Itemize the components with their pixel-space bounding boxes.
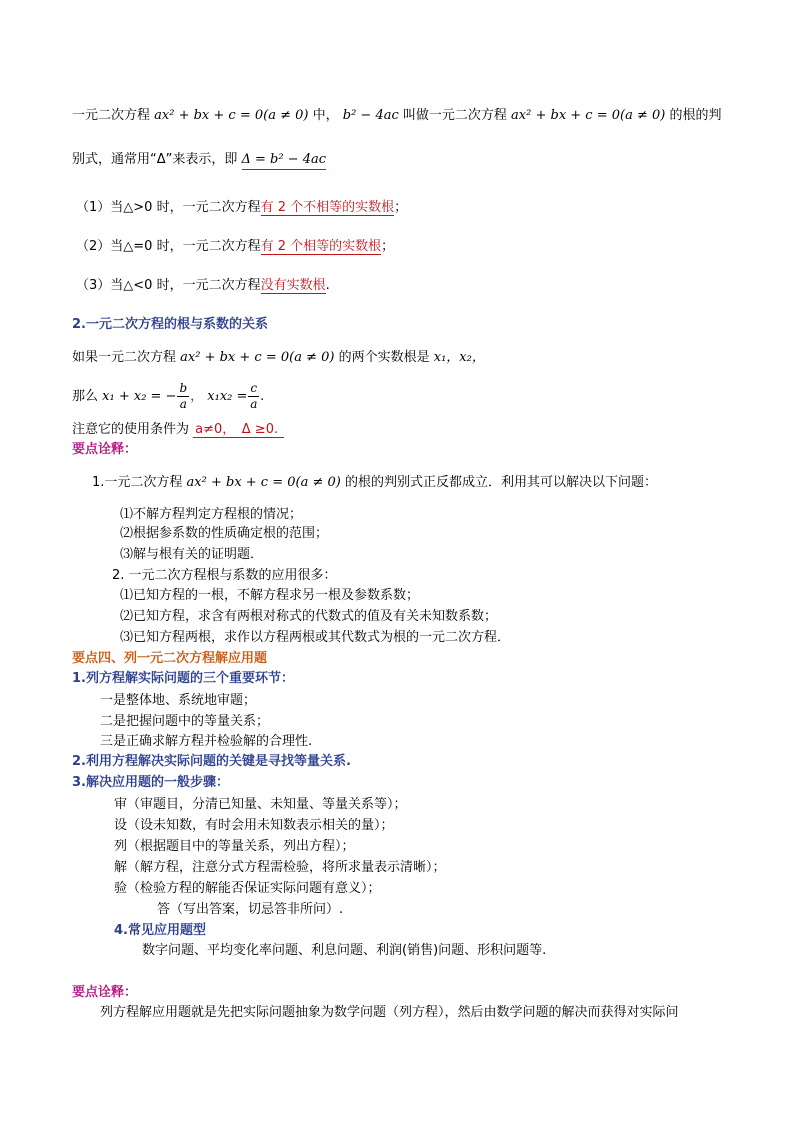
- procedure-step-answer: 答（写出答案，切忌答非所问）.: [157, 902, 344, 917]
- text: 如果一元二次方程: [72, 350, 177, 365]
- case-positive: [76, 199, 407, 217]
- intro-line-1: [72, 107, 722, 125]
- vieta-formula: [72, 379, 264, 415]
- procedure-step: 审（审题目，分清已知量、未知量、等量关系等）；: [114, 797, 407, 812]
- note-item-1: [92, 474, 657, 492]
- discriminant-expression: b² − 4ac: [342, 108, 399, 123]
- roots: x₁，x₂，: [433, 350, 485, 365]
- intro-text: 的根的判: [669, 108, 722, 123]
- note-title-2: 要点诠释：: [72, 985, 138, 1000]
- intro-text: 别式，通常用“Δ”来表示，即: [72, 152, 238, 167]
- fraction-c-over-a: [248, 381, 259, 412]
- case-suffix: ；: [381, 239, 395, 254]
- note-item-2: 2. 一元二次方程根与系数的应用很多：: [112, 568, 337, 583]
- numerator: b: [179, 381, 188, 395]
- case-answer: 有 2 个相等的实数根: [260, 239, 382, 254]
- section-4-heading-1: 1.列方程解实际问题的三个重要环节：: [72, 671, 294, 686]
- section-4-heading-3: 3.解决应用题的一般步骤：: [72, 775, 229, 790]
- case-answer: 没有实数根: [260, 278, 326, 293]
- case-text: （2）当△=0 时，一元二次方程: [76, 239, 261, 254]
- text: 的两个实数根是: [338, 350, 430, 365]
- denominator: a: [250, 397, 258, 411]
- step-item: 三是正确求解方程并检验解的合理性.: [100, 734, 313, 749]
- section-4-title: 要点四、列一元二次方程解应用题: [72, 651, 268, 666]
- numerator: c: [250, 381, 258, 395]
- section-4-heading-4: 4.常见应用题型: [114, 923, 206, 938]
- case-negative: [76, 277, 330, 295]
- usage-condition: [72, 421, 284, 439]
- text: 注意它的使用条件为: [72, 422, 190, 437]
- section-2-line-1: [72, 349, 485, 367]
- equation: ax² + bx + c = 0(a ≠ 0): [186, 475, 341, 490]
- note-2-text: 列方程解应用题就是先把实际问题抽象为数学问题（列方程），然后由数学问题的解决而获得对实际问: [100, 1005, 679, 1020]
- intro-text: 中，: [312, 108, 339, 123]
- sum-expression: x₁ + x₂ = −: [102, 389, 177, 404]
- intro-text: 叫做一元二次方程: [402, 108, 507, 123]
- period: .: [260, 389, 265, 404]
- text: 那么: [72, 389, 99, 404]
- case-zero: [76, 238, 394, 256]
- section-2-title: 2.一元二次方程的根与系数的关系: [72, 317, 268, 332]
- denominator: a: [179, 397, 187, 411]
- text: 的根的判别式正反都成立．利用其可以解决以下问题：: [344, 475, 657, 490]
- procedure-step: 设（设未知数，有时会用未知数表示相关的量）；: [114, 818, 394, 833]
- note-sub-item: ⑶已知方程两根，求作以方程两根或其代数式为根的一元二次方程．: [120, 630, 511, 645]
- product-expression: x₁x₂ =: [207, 389, 248, 404]
- separator: ，: [190, 389, 204, 404]
- case-suffix: .: [325, 278, 330, 293]
- case-suffix: ；: [394, 200, 408, 215]
- fraction-b-over-a: [177, 381, 189, 412]
- note-sub-item: ⑶解与根有关的证明题．: [120, 547, 264, 562]
- problem-types: 数字问题、平均变化率问题、利息问题、利润(销售)问题、形积问题等.: [142, 943, 547, 958]
- equation: ax² + bx + c = 0(a ≠ 0): [180, 350, 335, 365]
- condition-answer: a≠0， Δ ≥0.: [193, 422, 284, 438]
- note-sub-item: ⑴已知方程的一根，不解方程求另一根及参数系数；: [120, 588, 420, 603]
- intro-line-2: [72, 151, 326, 169]
- step-item: 二是把握问题中的等量关系；: [100, 714, 270, 729]
- step-item: 一是整体地、系统地审题；: [100, 693, 257, 708]
- note-sub-item: ⑵已知方程，求含有两根对称式的代数式的值及有关未知数系数；: [120, 609, 498, 624]
- note-sub-item: ⑴不解方程判定方程根的情况；: [120, 507, 303, 522]
- case-text: （1）当△>0 时，一元二次方程: [76, 200, 261, 215]
- procedure-step: 验（检验方程的解能否保证实际问题有意义）；: [114, 881, 381, 896]
- note-sub-item: ⑵根据参系数的性质确定根的范围；: [120, 526, 329, 541]
- section-4-heading-2: 2.利用方程解决实际问题的关键是寻找等量关系.: [72, 754, 351, 769]
- procedure-step: 列（根据题目中的等量关系，列出方程）；: [114, 839, 355, 854]
- discriminant-formula: Δ = b² − 4ac: [242, 152, 327, 170]
- text: 1.一元二次方程: [92, 475, 183, 490]
- procedure-step: 解（解方程，注意分式方程需检验，将所求量表示清晰）；: [114, 860, 446, 875]
- equation: ax² + bx + c = 0(a ≠ 0): [154, 108, 309, 123]
- case-answer: 有 2 个不相等的实数根: [260, 200, 395, 215]
- case-text: （3）当△<0 时，一元二次方程: [76, 278, 261, 293]
- equation: ax² + bx + c = 0(a ≠ 0): [511, 108, 666, 123]
- intro-text: 一元二次方程: [72, 108, 151, 123]
- note-title: 要点诠释：: [72, 442, 138, 457]
